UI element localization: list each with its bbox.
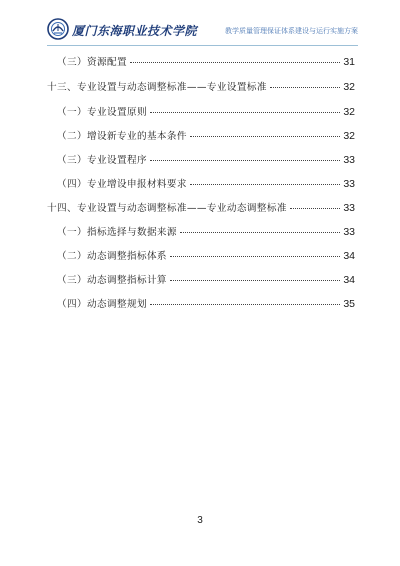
toc-dot-leader [150, 304, 340, 305]
toc-page-number: 35 [343, 298, 355, 310]
toc-entry[interactable] [47, 201, 355, 215]
toc-entry-label: （二）增设新专业的基本条件 [57, 131, 187, 142]
page-header [0, 0, 400, 52]
toc-page-number: 32 [343, 106, 355, 118]
toc-entry[interactable] [57, 55, 355, 69]
toc-entry-label: （三）动态调整指标计算 [57, 275, 167, 286]
toc-page-number: 33 [343, 154, 355, 166]
toc-dot-leader [170, 256, 340, 257]
toc-entry[interactable] [57, 105, 355, 119]
toc-page-number: 33 [343, 178, 355, 190]
toc-dot-leader [270, 87, 340, 88]
toc-entry[interactable] [57, 297, 355, 311]
toc-entry-label: （一）专业设置原则 [57, 107, 147, 118]
toc-dot-leader [130, 62, 340, 63]
toc-entry-label: （二）动态调整指标体系 [57, 251, 167, 262]
toc-page-number: 34 [343, 274, 355, 286]
header-divider [47, 45, 358, 46]
toc-page-number: 34 [343, 250, 355, 262]
toc-entry-label: （三）资源配置 [57, 57, 127, 68]
toc-page-number: 32 [343, 130, 355, 142]
page-number: 3 [197, 515, 203, 526]
toc-entry[interactable] [47, 80, 355, 94]
toc-dot-leader [190, 136, 340, 137]
toc-entry-label: （三）专业设置程序 [57, 155, 147, 166]
toc-entry[interactable] [57, 249, 355, 263]
toc-entry[interactable] [57, 273, 355, 287]
toc-dot-leader [190, 184, 340, 185]
toc-entry-label: （一）指标选择与数据来源 [57, 227, 177, 238]
toc-entry[interactable] [57, 129, 355, 143]
school-emblem-icon [47, 18, 69, 40]
toc-dot-leader [290, 208, 340, 209]
toc-entry-label: （四）专业增设申报材料要求 [57, 179, 187, 190]
toc-dot-leader [180, 232, 340, 233]
toc-dot-leader [150, 112, 340, 113]
toc-entry[interactable] [57, 177, 355, 191]
toc-page-number: 33 [343, 202, 355, 214]
school-logo [47, 18, 198, 42]
toc-entry-label: （四）动态调整规划 [57, 299, 147, 310]
toc-page-number: 33 [343, 226, 355, 238]
toc-dot-leader [170, 280, 340, 281]
toc-page-number: 32 [343, 81, 355, 93]
toc-entry-label: 十四、专业设置与动态调整标准——专业动态调整标准 [47, 203, 287, 214]
toc-page-number: 31 [343, 56, 355, 68]
toc-entry[interactable] [57, 225, 355, 239]
toc-entry-label: 十三、专业设置与动态调整标准——专业设置标准 [47, 82, 267, 93]
toc-dot-leader [150, 160, 340, 161]
toc-entry[interactable] [57, 153, 355, 167]
document-title: 教学质量管理保证体系建设与运行实施方案 [225, 27, 358, 35]
school-logo-text: 厦门东海职业技术学院 [72, 24, 198, 38]
